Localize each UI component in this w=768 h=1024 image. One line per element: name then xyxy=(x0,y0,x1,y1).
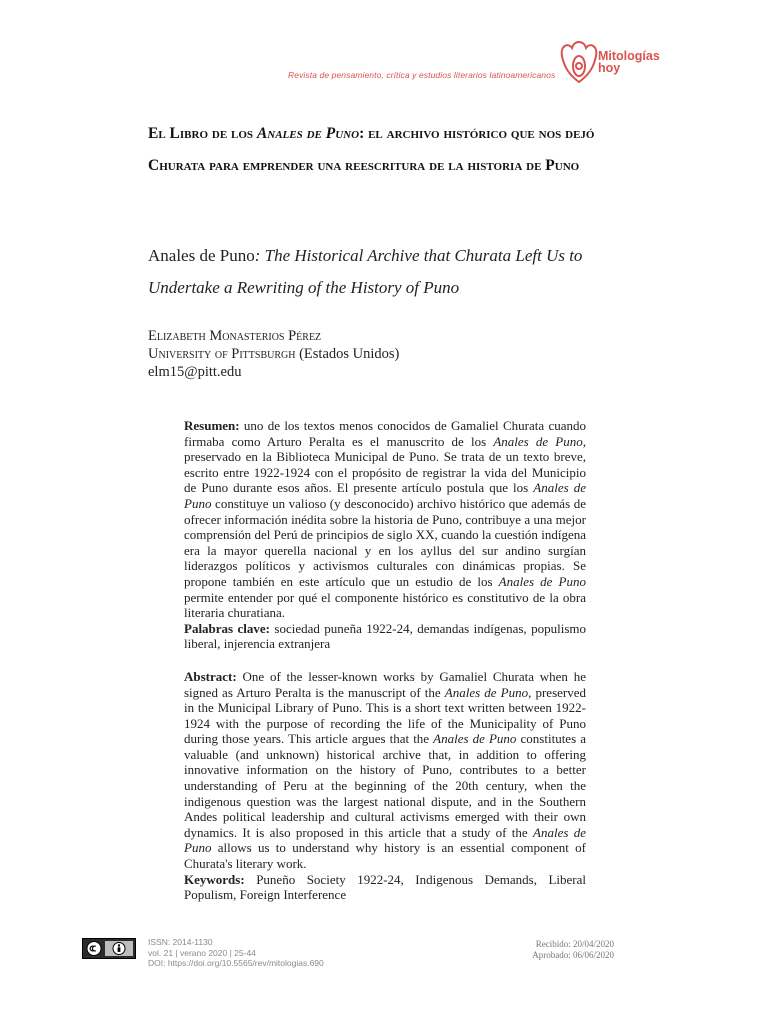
publication-info xyxy=(148,937,324,969)
journal-tagline: Revista de pensamiento, crítica y estudios literarios latinoamericanos xyxy=(288,70,556,80)
author-affiliation-line xyxy=(148,345,618,363)
received-date: Recibido: 20/04/2020 xyxy=(535,939,614,949)
resumen-text-4: permite entender por qué el componente histórico es constitutivo de la obra literaria churatiana. xyxy=(184,589,586,621)
abstract-text-2: , preserved in the Municipal Library of Puno. This is a short text written between 1922-1924 with the purpose of recording the life of the Municipality of Puno during those years. This article argues that the xyxy=(184,684,586,747)
palabras-clave-paragraph xyxy=(184,621,586,652)
abstract-section xyxy=(184,418,586,903)
keywords-text: Puneño Society 1922-24, Indigenous Demands, Liberal Populism, Foreign Interference xyxy=(184,871,586,903)
title-es-italic: Anales de Puno xyxy=(256,125,360,142)
palabras-clave-text: sociedad puneña 1922-24, demandas indígenas, populismo liberal, injerencia extranjera xyxy=(184,620,586,652)
logo-wordmark xyxy=(598,50,660,74)
abstract-text-3: constitutes a valuable (and unknown) historical archive that, in addition to offering innovative information on the history of Puno, contributes to a better understanding of Peru at the beginning of the 20th century, when the indigenous question was the largest national dispute, and in the Southern Andes political leadership and cultural activisms emerged with their own dynamics. It is also proposed in this article that a study of the xyxy=(184,731,586,840)
resumen-paragraph xyxy=(184,418,586,621)
abstract-italic-3: Anales de Puno xyxy=(184,824,586,856)
doi-link[interactable]: DOI: https://doi.org/10.5565/rev/mitologias.690 xyxy=(148,958,324,968)
resumen-text-2: , preservado en la Biblioteca Municipal de Puno. Se trata de un texto breve, escrito entre 1922-1924 con el propósito de registrar la vida del Municipio de Puno durante esos años. El presente artículo postula que los xyxy=(184,433,586,496)
approved-date: Aprobado: 06/06/2020 xyxy=(532,950,614,960)
keywords-label: Keywords: xyxy=(184,871,245,887)
review-dates xyxy=(500,939,614,961)
author-affiliation: University of Pittsburgh xyxy=(148,346,296,362)
author-country: (Estados Unidos) xyxy=(295,346,400,362)
abstract-text-4: allows us to understand why history is an essential component of Churata's literary work. xyxy=(184,840,586,872)
keywords-paragraph xyxy=(184,872,586,903)
logo-line-2: hoy xyxy=(598,61,621,75)
abstract-italic-2: Anales de Puno xyxy=(433,731,517,747)
article-title-es xyxy=(148,118,618,182)
cc-license-badge[interactable] xyxy=(82,938,136,959)
abstract-text-1: One of the lesser-known works by Gamaliel Churata when he signed as Arturo Peralta is the manuscript of the xyxy=(184,668,586,700)
paragraph-gap xyxy=(184,652,586,669)
creative-commons-icon xyxy=(87,942,101,956)
volume-info: vol. 21 | verano 2020 | 25-44 xyxy=(148,947,256,958)
title-es-part-1: El Libro de los xyxy=(148,125,257,142)
author-block xyxy=(148,327,618,381)
resumen-text-3: constituye un valioso (y desconocido) archivo histórico que además de ofrecer información inédita sobre la historia de Puno, contribuye a una mejor comprensión del Perú de principios de siglo XX, cuando la cuestión indígena era la mayor querella nacional y en los ayllus del sur andino surgían liderazgos políticos y activismos culturales con dinámicas propias. Se propone también en este artículo que un estudio de los xyxy=(184,495,586,589)
abstract-paragraph xyxy=(184,669,586,872)
resumen-text-1: uno de los textos menos conocidos de Gamaliel Churata cuando firmaba como Arturo Peralta es el manuscrito de los xyxy=(184,418,586,449)
resumen-label: Resumen: xyxy=(184,418,240,433)
by-attribution-icon xyxy=(105,941,133,956)
title-en-part-1: Anales de Puno xyxy=(148,246,255,265)
abstract-label: Abstract: xyxy=(184,668,237,684)
palabras-clave-label: Palabras clave: xyxy=(184,620,270,636)
logo-line-1: Mitologías xyxy=(598,49,660,63)
author-name: Elizabeth Monasterios Pérez xyxy=(148,328,322,344)
issn: ISSN: 2014-1130 xyxy=(148,937,213,947)
author-email[interactable]: elm15@pitt.edu xyxy=(148,364,242,380)
abstract-italic-1: Anales de Puno xyxy=(444,684,529,700)
title-es-part-3: : el archivo histórico que nos dejó Churata para emprender una reescritura de la historia de Puno xyxy=(148,125,595,174)
license-icons xyxy=(83,939,135,958)
resumen-italic-2: Anales de Puno xyxy=(184,480,587,511)
resumen-italic-1: Anales de Puno xyxy=(493,433,583,449)
title-en-italic: : The Historical Archive that Churata Left Us to Undertake a Rewriting of the History of Puno xyxy=(148,246,583,297)
article-title-en xyxy=(148,240,618,304)
resumen-italic-3: Anales de Puno xyxy=(498,573,586,589)
